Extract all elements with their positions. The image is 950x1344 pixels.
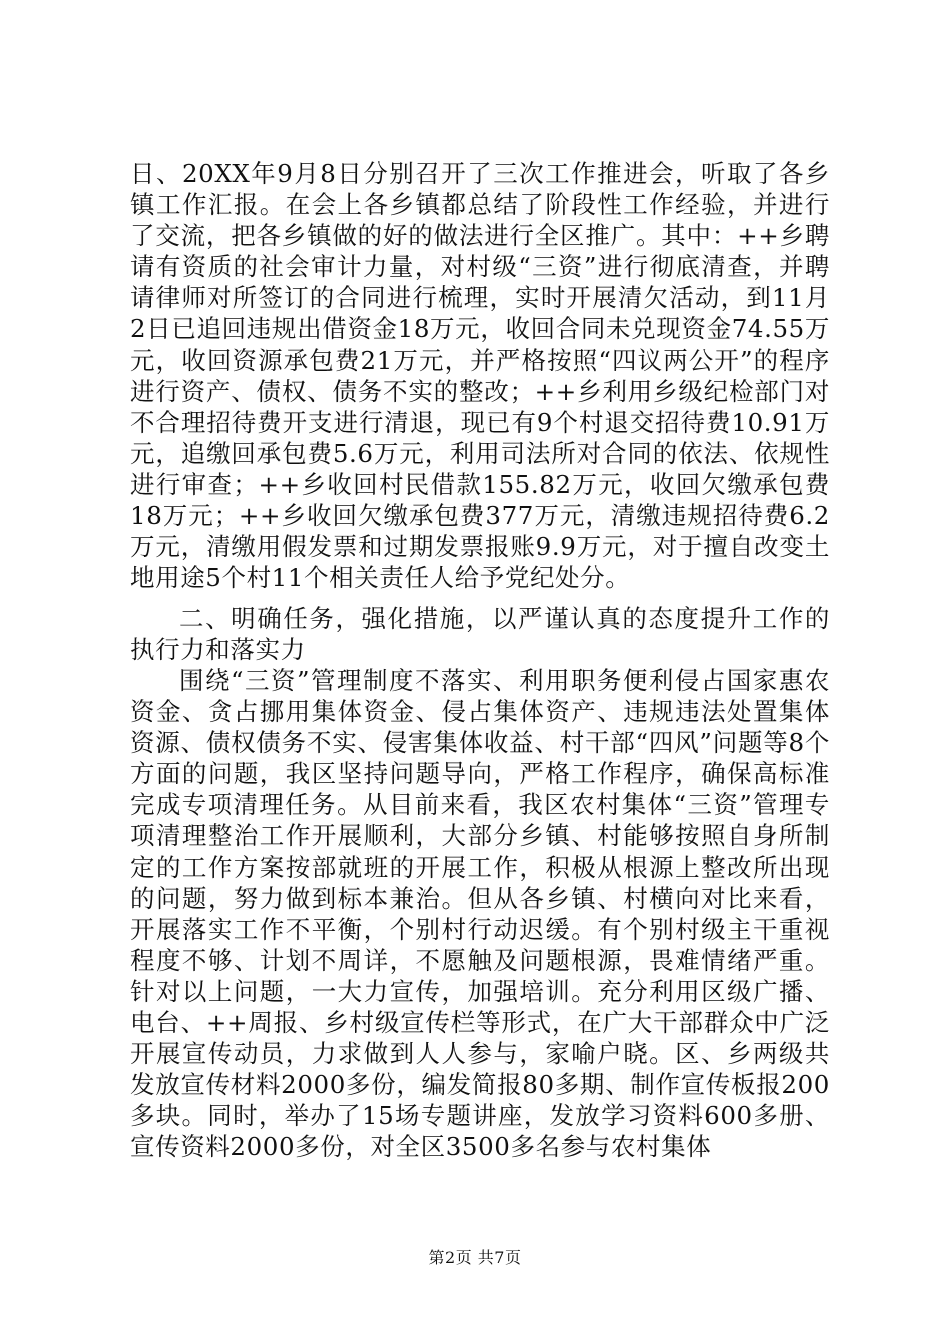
section-heading-2: 二、明确任务，强化措施，以严谨认真的态度提升工作的执行力和落实力 bbox=[130, 604, 830, 665]
body-paragraph-2: 围绕“三资”管理制度不落实、利用职务便利侵占国家惠农资金、贪占挪用集体资金、侵占集体资产、违规违法处置集体资源、债权债务不实、侵害集体收益、村干部“四风”问题等8个方面的问题，我区坚持问题导向，严格工作程序，确保高标准完成专项清理任务。从目前来看，我区农村集体“三资”管理专项清理整治工作开展顺利，大部分乡镇、村能够按照自身所制定的工作方案按部就班的开展工作，积极从根源上整改所出现的问题，努力做到标本兼治。但从各乡镇、村横向对比来看，开展落实工作不平衡，个别村行动迟缓。有个别村级主干重视程度不够、计划不周详，不愿触及问题根源，畏难情绪严重。针对以上问题，一大力宣传，加强培训。充分利用区级广播、电台、++周报、乡村级宣传栏等形式，在广大干部群众中广泛开展宣传动员，力求做到人人参与，家喻户晓。区、乡两级共发放宣传材料2000多份，编发简报80多期、制作宣传板报200多块。同时，举办了15场专题讲座，发放学习资料600多册、宣传资料2000多份，对全区3500多名参与农村集体 bbox=[130, 666, 830, 1162]
body-paragraph-1: 日、20XX年9月8日分别召开了三次工作推进会，听取了各乡镇工作汇报。在会上各乡镇都总结了阶段性工作经验，并进行了交流，把各乡镇做的好的做法进行全区推广。其中：++乡聘请有资质的社会审计力量，对村级“三资”进行彻底清查，并聘请律师对所签订的合同进行梳理，实时开展清欠活动，到11月2日已追回违规出借资金18万元，收回合同未兑现资金74.55万元，收回资源承包费21万元，并严格按照“四议两公开”的程序进行资产、债权、债务不实的整改；++乡利用乡级纪检部门对不合理招待费开支进行清退，现已有9个村退交招待费10.91万元，追缴回承包费5.6万元，利用司法所对合同的依法、依规性进行审查；++乡收回村民借款155.82万元，收回欠缴承包费18万元；++乡收回欠缴承包费377万元，清缴违规招待费6.2万元，清缴用假发票和过期发票报账9.9万元，对于擅自改变土地用途5个村11个相关责任人给予党纪处分。 bbox=[130, 159, 830, 593]
page-number-footer: 第2页 共7页 bbox=[428, 1248, 522, 1267]
